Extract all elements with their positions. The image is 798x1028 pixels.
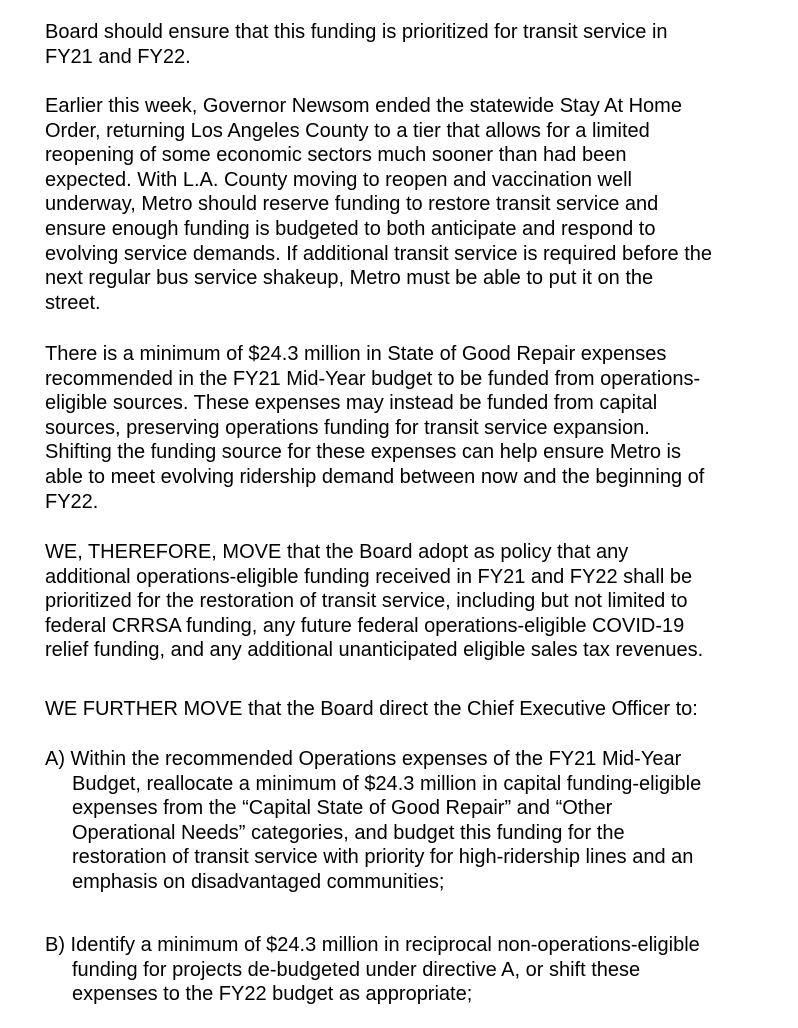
directive-item-b — [45, 933, 770, 1007]
text-line: Order, returning Los Angeles County to a tier that allows for a limited — [45, 119, 650, 142]
paragraph-governor-order — [45, 94, 770, 315]
text-line: able to meet evolving ridership demand between now and the beginning of — [45, 465, 705, 488]
text-line: federal CRRSA funding, any future federal operations-eligible COVID-19 — [45, 614, 685, 637]
text-line: sources, preserving operations funding for transit service expansion. — [45, 416, 650, 439]
paragraph-motion — [45, 540, 770, 663]
text-line: B) Identify a minimum of $24.3 million in reciprocal non-operations-eligible — [45, 934, 700, 956]
text-line: Operational Needs” categories, and budget this funding for the — [72, 821, 625, 844]
text-line: underway, Metro should reserve funding to restore transit service and — [45, 193, 659, 216]
text-line: WE FURTHER MOVE that the Board direct the Chief Executive Officer to: — [45, 698, 698, 720]
text-line: recommended in the FY21 Mid-Year budget to be funded from operations- — [45, 367, 701, 390]
text-line: FY22. — [45, 490, 99, 513]
directive-item-a — [45, 747, 770, 895]
text-line: funding for projects de-budgeted under directive A, or shift these — [72, 958, 641, 981]
text-line: reopening of some economic sectors much sooner than had been — [45, 144, 627, 167]
text-line: expected. With L.A. County moving to reopen and vaccination well — [45, 168, 632, 191]
text-line: next regular bus service shakeup, Metro must be able to put it on the — [45, 267, 654, 290]
text-line: WE, THEREFORE, MOVE that the Board adopt as policy that any — [45, 541, 629, 563]
paragraph-intro-tail — [45, 20, 770, 69]
text-line: There is a minimum of $24.3 million in State of Good Repair expenses — [45, 343, 667, 365]
text-line: additional operations-eligible funding received in FY21 and FY22 shall be — [45, 565, 693, 588]
text-line: emphasis on disadvantaged communities; — [72, 870, 445, 893]
text-line: prioritized for the restoration of transit service, including but not limited to — [45, 590, 688, 613]
paragraph-further-move — [45, 697, 770, 722]
text-line: Shifting the funding source for these expenses can help ensure Metro is — [45, 441, 681, 464]
text-line: relief funding, and any additional unanticipated eligible sales tax revenues. — [45, 639, 704, 662]
text-line: ensure enough funding is budgeted to both anticipate and respond to — [45, 217, 656, 240]
text-line: Board should ensure that this funding is prioritized for transit service in — [45, 21, 668, 43]
text-line: street. — [45, 291, 101, 314]
text-line: Earlier this week, Governor Newsom ended the statewide Stay At Home — [45, 95, 682, 117]
text-line: restoration of transit service with priority for high-ridership lines and an — [72, 846, 694, 869]
text-line: FY21 and FY22. — [45, 45, 191, 68]
text-line: A) Within the recommended Operations expenses of the FY21 Mid-Year — [45, 748, 682, 770]
text-line: eligible sources. These expenses may instead be funded from capital — [45, 392, 658, 415]
text-line: Budget, reallocate a minimum of $24.3 million in capital funding-eligible — [72, 772, 702, 795]
text-line: evolving service demands. If additional transit service is required before the — [45, 242, 713, 265]
text-line: expenses from the “Capital State of Good Repair” and “Other — [72, 797, 613, 820]
paragraph-state-of-good-repair — [45, 342, 770, 514]
text-line: expenses to the FY22 budget as appropriate; — [72, 983, 473, 1006]
